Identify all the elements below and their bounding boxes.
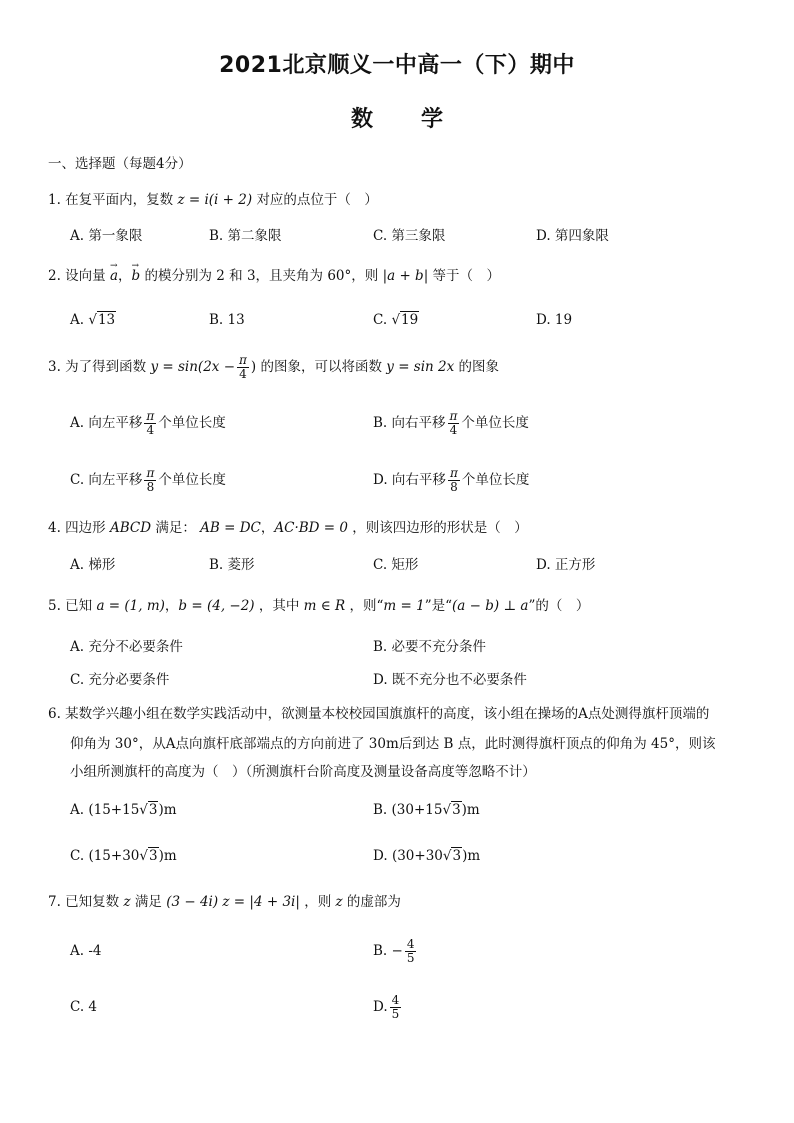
- q7-text-d: 的虚部为: [346, 894, 401, 910]
- q6-option-b-label: B.: [373, 802, 388, 818]
- q4-text-b: 满足：: [155, 520, 196, 536]
- q3-option-a-frac: [144, 410, 156, 437]
- q2-vector-a: → a: [110, 266, 118, 286]
- q6-option-b-sqrt: √3: [442, 802, 461, 818]
- q1-option-a[interactable]: A. 第一象限: [70, 228, 143, 244]
- q2-text-b: 的模分别为 2 和 3，且夹角为 60°，则: [144, 268, 379, 284]
- question-6-line-2: 仰角为 30°，从A点向旗杆底部端点的方向前进了 30m后到达 B 点，此时测得旗杆顶点的仰角为 45°，则该: [70, 736, 716, 752]
- page-title: 2021北京顺义一中高一（下）期中: [219, 53, 575, 78]
- q6-option-b[interactable]: [373, 800, 480, 820]
- q7-option-b-frac: [405, 938, 417, 965]
- q5-perpendicular: (a − b) ⊥ a: [452, 598, 529, 614]
- q5-text-a: 5. 已知: [48, 598, 93, 614]
- q7-text-b: 满足: [134, 894, 162, 910]
- q6-option-d-unit: )m: [462, 848, 481, 864]
- q7-z-2: z: [335, 894, 343, 910]
- q7-option-c[interactable]: C. 4: [70, 999, 98, 1015]
- q6-option-c-radicand: 3: [148, 848, 158, 864]
- q7-option-d-label: D.: [373, 999, 388, 1015]
- question-2-stem: [48, 266, 500, 286]
- q3-option-b-frac: [448, 410, 460, 437]
- q2-option-c-sqrt: √19: [391, 312, 419, 328]
- q6-option-b-unit: )m: [461, 802, 480, 818]
- q3-option-a[interactable]: [70, 408, 226, 438]
- q3-option-d[interactable]: [373, 465, 529, 495]
- q2-option-c-label: C.: [373, 312, 388, 328]
- q2-option-a-sqrt: √13: [88, 312, 116, 328]
- q2-option-a-label: A.: [70, 312, 85, 328]
- q6-option-a-label: A.: [70, 802, 85, 818]
- q6-option-d-expr: (30+30: [391, 848, 443, 864]
- q2-sep: ，: [118, 268, 132, 284]
- q1-option-d[interactable]: D. 第四象限: [536, 228, 609, 244]
- q2-text-a: 2. 设向量: [48, 268, 106, 284]
- q3-option-b-den: 4: [449, 423, 458, 437]
- q7-z: z: [123, 894, 131, 910]
- q7-option-b-den: 5: [406, 951, 415, 965]
- q3-option-a-den: 4: [146, 423, 155, 437]
- q2-option-c[interactable]: [373, 310, 419, 330]
- q7-option-a[interactable]: A. -4: [70, 943, 102, 959]
- question-7-stem: [48, 892, 401, 912]
- q5-vector-b: b = (4, −2): [178, 598, 255, 614]
- q6-option-d-sqrt: √3: [442, 848, 462, 864]
- q2-option-c-radicand: 19: [401, 312, 419, 328]
- question-3-stem: [48, 352, 499, 382]
- q6-option-c-label: C.: [70, 848, 85, 864]
- q6-option-a-unit: )m: [158, 802, 177, 818]
- q3-option-d-num: π: [449, 466, 458, 480]
- q6-option-a-radicand: 3: [148, 802, 158, 818]
- q3-func-close: ): [250, 359, 257, 375]
- q5-text-e: ”的（ ）: [528, 598, 590, 614]
- q6-option-a-expr: (15+15: [88, 802, 140, 818]
- subject-char-2: 学: [421, 107, 444, 132]
- q3-func-a: y = sin(2x −: [150, 359, 236, 375]
- q6-option-a[interactable]: [70, 800, 177, 820]
- question-5-stem: [48, 596, 589, 616]
- q6-option-c[interactable]: [70, 846, 177, 866]
- q4-text-a: 4. 四边形: [48, 520, 106, 536]
- q3-option-d-den: 8: [450, 480, 458, 494]
- section-heading: 一、选择题（每题4分）: [48, 156, 192, 172]
- q3-option-c-text: C. 向左平移: [70, 472, 143, 488]
- q5-sep: ，: [164, 598, 179, 614]
- q6-option-d-label: D.: [373, 848, 388, 864]
- q5-vector-a: a = (1, m): [96, 598, 165, 614]
- q4-option-d[interactable]: D. 正方形: [536, 557, 596, 573]
- question-6-line-1: 6. 某数学兴趣小组在数学实践活动中，欲测量本校校园国旗旗杆的高度，该小组在操场的A点处测得旗杆顶端的: [48, 706, 710, 722]
- q6-option-a-sqrt: √3: [139, 802, 158, 818]
- question-4-stem: [48, 518, 528, 538]
- q7-text-a: 7. 已知复数: [48, 894, 120, 910]
- q5-option-d[interactable]: D. 既不充分也不必要条件: [373, 672, 527, 688]
- q7-expression: (3 − 4i) z = |4 + 3i|: [166, 894, 300, 910]
- q7-option-d-den: 5: [391, 1007, 400, 1021]
- q2-option-a[interactable]: [70, 310, 116, 330]
- q3-pi-over-4: [237, 354, 249, 381]
- q6-option-c-sqrt: √3: [139, 848, 158, 864]
- q2-abs-expression: |a + b|: [382, 268, 429, 284]
- q5-option-c[interactable]: C. 充分必要条件: [70, 672, 170, 688]
- q3-option-d-frac: [448, 467, 460, 494]
- q7-option-b-num: 4: [406, 937, 415, 951]
- q6-option-d-radicand: 3: [452, 848, 462, 864]
- q5-text-d: ”是“: [424, 598, 453, 614]
- q3-option-b-num: π: [449, 409, 458, 423]
- q3-option-b-unit: 个单位长度: [461, 415, 529, 431]
- q1-text-a: 1. 在复平面内，复数: [48, 192, 174, 208]
- q3-option-a-text: A. 向左平移: [70, 415, 143, 431]
- q7-option-b[interactable]: [373, 936, 418, 966]
- q1-option-b[interactable]: B. 第二象限: [209, 228, 282, 244]
- q4-option-b[interactable]: B. 菱形: [209, 557, 255, 573]
- q6-option-b-expr: (30+15: [391, 802, 443, 818]
- q5-m-equals-1: m = 1: [383, 598, 425, 614]
- q3-option-d-unit: 个单位长度: [461, 472, 530, 488]
- q4-text-c: ，则该四边形的形状是（ ）: [352, 520, 528, 536]
- q3-option-c[interactable]: [70, 465, 226, 495]
- q2-option-a-radicand: 13: [97, 312, 116, 328]
- q3-option-b[interactable]: [373, 408, 529, 438]
- q4-option-a[interactable]: A. 梯形: [70, 557, 116, 573]
- subject-char-1: 数: [350, 107, 373, 132]
- q3-option-c-den: 8: [146, 480, 155, 494]
- q7-text-c: ，则: [304, 894, 332, 910]
- question-6-line-3: 小组所测旗杆的高度为（ ）（所测旗杆台阶高度及测量设备高度等忽略不计）: [70, 764, 536, 780]
- q1-text-b: 对应的点位于（ ）: [256, 192, 378, 208]
- q6-option-c-expr: (15+30: [88, 848, 140, 864]
- q3-option-b-text: B. 向右平移: [373, 415, 446, 431]
- q5-condition: m ∈ R: [303, 598, 346, 614]
- q7-option-b-label: B. −: [373, 943, 403, 959]
- q2-text-c: 等于（ ）: [432, 268, 501, 284]
- q3-func-b: y = sin 2x: [386, 359, 455, 375]
- q3-frac-den: 4: [239, 367, 247, 381]
- q1-option-c[interactable]: C. 第三象限: [373, 228, 446, 244]
- q5-text-c: ，则“: [349, 598, 384, 614]
- q3-text-b: 的图象，可以将函数: [260, 359, 382, 375]
- q3-text-a: 3. 为了得到函数: [48, 359, 147, 375]
- q4-quadrilateral: ABCD: [109, 520, 152, 536]
- q3-text-c: 的图象: [458, 359, 500, 375]
- q2-vector-b: → b: [132, 266, 141, 286]
- q4-option-c[interactable]: C. 矩形: [373, 557, 419, 573]
- q7-option-d-frac: [390, 994, 402, 1021]
- q7-option-d-num: 4: [391, 993, 400, 1007]
- q3-option-c-frac: [144, 467, 156, 494]
- q4-sep: ，: [260, 520, 275, 536]
- q3-option-c-num: π: [146, 466, 155, 480]
- q3-option-a-unit: 个单位长度: [158, 415, 226, 431]
- q3-option-c-unit: 个单位长度: [158, 472, 226, 488]
- subject-heading: [0, 102, 794, 133]
- q6-option-b-radicand: 3: [452, 802, 461, 818]
- q1-expression: z = i(i + 2): [177, 192, 253, 208]
- q6-option-d[interactable]: [373, 846, 480, 866]
- q5-option-b[interactable]: B. 必要不充分条件: [373, 639, 487, 655]
- q5-option-a[interactable]: A. 充分不必要条件: [70, 639, 183, 655]
- q2-option-b[interactable]: B. 13: [209, 312, 245, 328]
- q4-condition-1: AB = DC: [200, 520, 261, 536]
- q5-text-b: ，其中: [258, 598, 300, 614]
- q2-option-d[interactable]: D. 19: [536, 312, 573, 328]
- q4-condition-2: AC·BD = 0: [274, 520, 348, 536]
- q3-frac-num: π: [239, 353, 247, 367]
- q3-option-a-num: π: [146, 409, 155, 423]
- q6-option-c-unit: )m: [158, 848, 177, 864]
- question-1-stem: [48, 190, 378, 210]
- q7-option-d[interactable]: [373, 992, 403, 1022]
- q3-option-d-text: D. 向右平移: [373, 472, 446, 488]
